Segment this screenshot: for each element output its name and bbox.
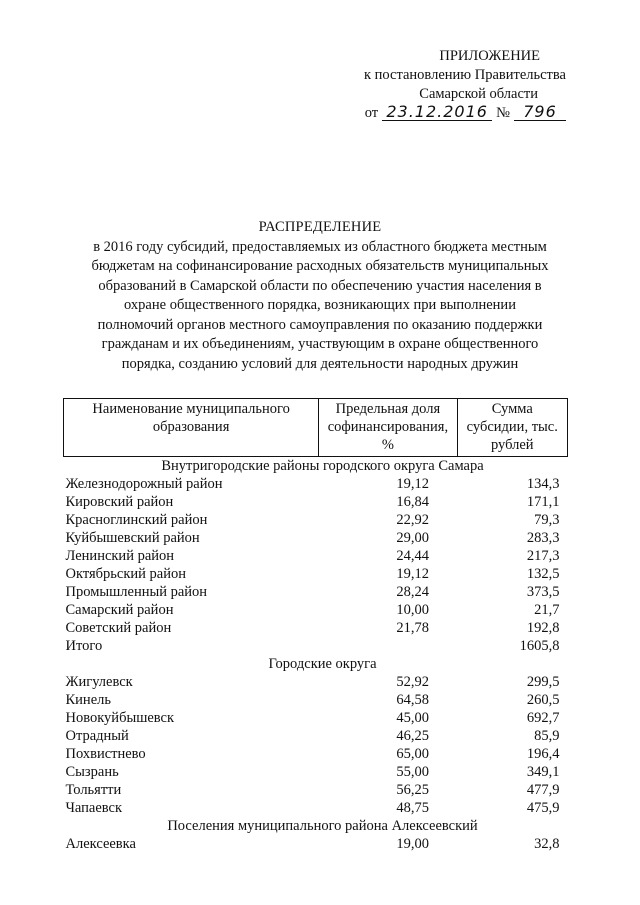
municipality-name: Чапаевск: [65, 800, 123, 816]
date-prefix: от: [364, 105, 379, 121]
document-title: [60, 218, 580, 374]
appendix-date-line: [364, 104, 566, 123]
sum-value: 171,1: [526, 494, 560, 510]
municipality-name: Сызрань: [65, 764, 119, 780]
section-row: [64, 655, 568, 673]
share-value: 19,12: [396, 566, 430, 582]
share-value: 19,12: [396, 476, 430, 492]
sum-value: 21,7: [534, 602, 560, 618]
share-value: 24,44: [396, 548, 430, 564]
sum-value: 475,9: [526, 800, 560, 816]
section-title: Поселения муниципального района Алексеевский: [167, 818, 478, 834]
section-title: Внутригородские районы городского округа Самара: [161, 458, 484, 474]
municipality-name: Красноглинский район: [65, 512, 208, 528]
municipality-name: Отрадный: [65, 728, 129, 744]
municipality-name: Кинель: [65, 692, 111, 708]
share-value: 10,00: [396, 602, 430, 618]
title-line: в 2016 году субсидий, предоставляемых из областного бюджета местным: [93, 238, 547, 255]
sum-value: 373,5: [526, 584, 560, 600]
share-value: 65,00: [396, 746, 430, 762]
table-row: [64, 745, 568, 763]
handwritten-date: 23.12.2016: [382, 104, 492, 121]
table-row: [64, 475, 568, 493]
municipality-name: Жигулевск: [65, 674, 133, 690]
share-value: 28,24: [396, 584, 430, 600]
number-prefix: №: [496, 105, 510, 121]
table-row: [64, 835, 568, 853]
share-value: 56,25: [396, 782, 430, 798]
sum-value: 260,5: [526, 692, 560, 708]
table-row: [64, 673, 568, 691]
share-value: 64,58: [396, 692, 430, 708]
sum-value: 79,3: [534, 512, 560, 528]
section-row: [64, 817, 568, 835]
title-line: порядка, созданию условий для деятельности народных дружин: [121, 355, 519, 372]
share-value: 46,25: [396, 728, 430, 744]
title-line: охране общественного порядка, возникающих при выполнении: [124, 297, 516, 313]
table-row: [64, 601, 568, 619]
distribution-table: [63, 398, 568, 853]
sum-value: 349,1: [526, 764, 560, 780]
municipality-name: Похвистнево: [65, 746, 146, 762]
share-value: 16,84: [396, 494, 430, 510]
table-row: [64, 691, 568, 709]
header-sum: Сумма субсидии, тыс. рублей: [457, 399, 567, 457]
table-row: [64, 709, 568, 727]
municipality-name: Промышленный район: [65, 584, 208, 600]
table-header-row: [64, 399, 568, 457]
sum-value: 192,8: [526, 620, 560, 636]
appendix-block: [364, 47, 566, 123]
table-row: [64, 511, 568, 529]
title-line: полномочий органов местного самоуправления по оказанию поддержки: [97, 316, 543, 333]
sum-value: 692,7: [526, 710, 560, 726]
table-row: [64, 565, 568, 583]
table-row: [64, 727, 568, 745]
municipality-name: Куйбышевский район: [65, 530, 200, 546]
sum-value: 299,5: [526, 674, 560, 690]
appendix-heading: ПРИЛОЖЕНИЕ: [439, 48, 540, 64]
section-title: Городские округа: [268, 656, 377, 672]
municipality-name: Советский район: [65, 620, 172, 636]
total-label: Итого: [65, 638, 103, 654]
title-heading: РАСПРЕДЕЛЕНИЕ: [258, 219, 382, 235]
sum-value: 134,3: [526, 476, 560, 492]
share-value: 21,78: [396, 620, 430, 636]
table-row: [64, 619, 568, 637]
sum-value: 477,9: [526, 782, 560, 798]
title-line: гражданам и их объединениям, участвующим в охране общественного: [101, 336, 539, 352]
share-value: 52,92: [396, 674, 430, 690]
sum-value: 217,3: [526, 548, 560, 564]
share-value: 55,00: [396, 764, 430, 780]
share-value: [319, 637, 457, 655]
municipality-name: Железнодорожный район: [65, 476, 223, 492]
municipality-name: Алексеевка: [65, 836, 136, 852]
table-row: [64, 493, 568, 511]
municipality-name: Самарский район: [65, 602, 174, 618]
sum-value: 85,9: [534, 728, 560, 744]
sum-value: 132,5: [526, 566, 560, 582]
municipality-name: Кировский район: [65, 494, 174, 510]
table-row: [64, 547, 568, 565]
share-value: 22,92: [396, 512, 430, 528]
table-row: [64, 583, 568, 601]
sum-value: 196,4: [526, 746, 560, 762]
header-share: Предельная доля софинансирования, %: [319, 399, 457, 457]
title-line: бюджетам на софинансирование расходных обязательств муниципальных: [91, 258, 549, 274]
share-value: 48,75: [396, 800, 430, 816]
municipality-name: Тольятти: [65, 782, 122, 798]
share-value: 45,00: [396, 710, 430, 726]
table-row: [64, 799, 568, 817]
share-value: 29,00: [396, 530, 430, 546]
municipality-name: Октябрьский район: [65, 566, 186, 582]
appendix-region-line: Самарской области: [419, 86, 538, 102]
share-value: 19,00: [396, 836, 430, 852]
header-municipality: Наименование муниципального образования: [64, 399, 319, 457]
handwritten-number: 796: [514, 104, 566, 121]
municipality-name: Ленинский район: [65, 548, 175, 564]
appendix-resolution-line: к постановлению Правительства: [364, 67, 566, 83]
title-line: образований в Самарской области по обеспечению участия населения в: [98, 277, 542, 294]
sum-value: 32,8: [534, 836, 560, 852]
total-row: [64, 637, 568, 655]
table-row: [64, 763, 568, 781]
table-row: [64, 529, 568, 547]
section-row: [64, 457, 568, 476]
municipality-name: Новокуйбышевск: [65, 710, 175, 726]
sum-value: 283,3: [526, 530, 560, 546]
total-sum-value: 1605,8: [519, 638, 560, 654]
table-row: [64, 781, 568, 799]
